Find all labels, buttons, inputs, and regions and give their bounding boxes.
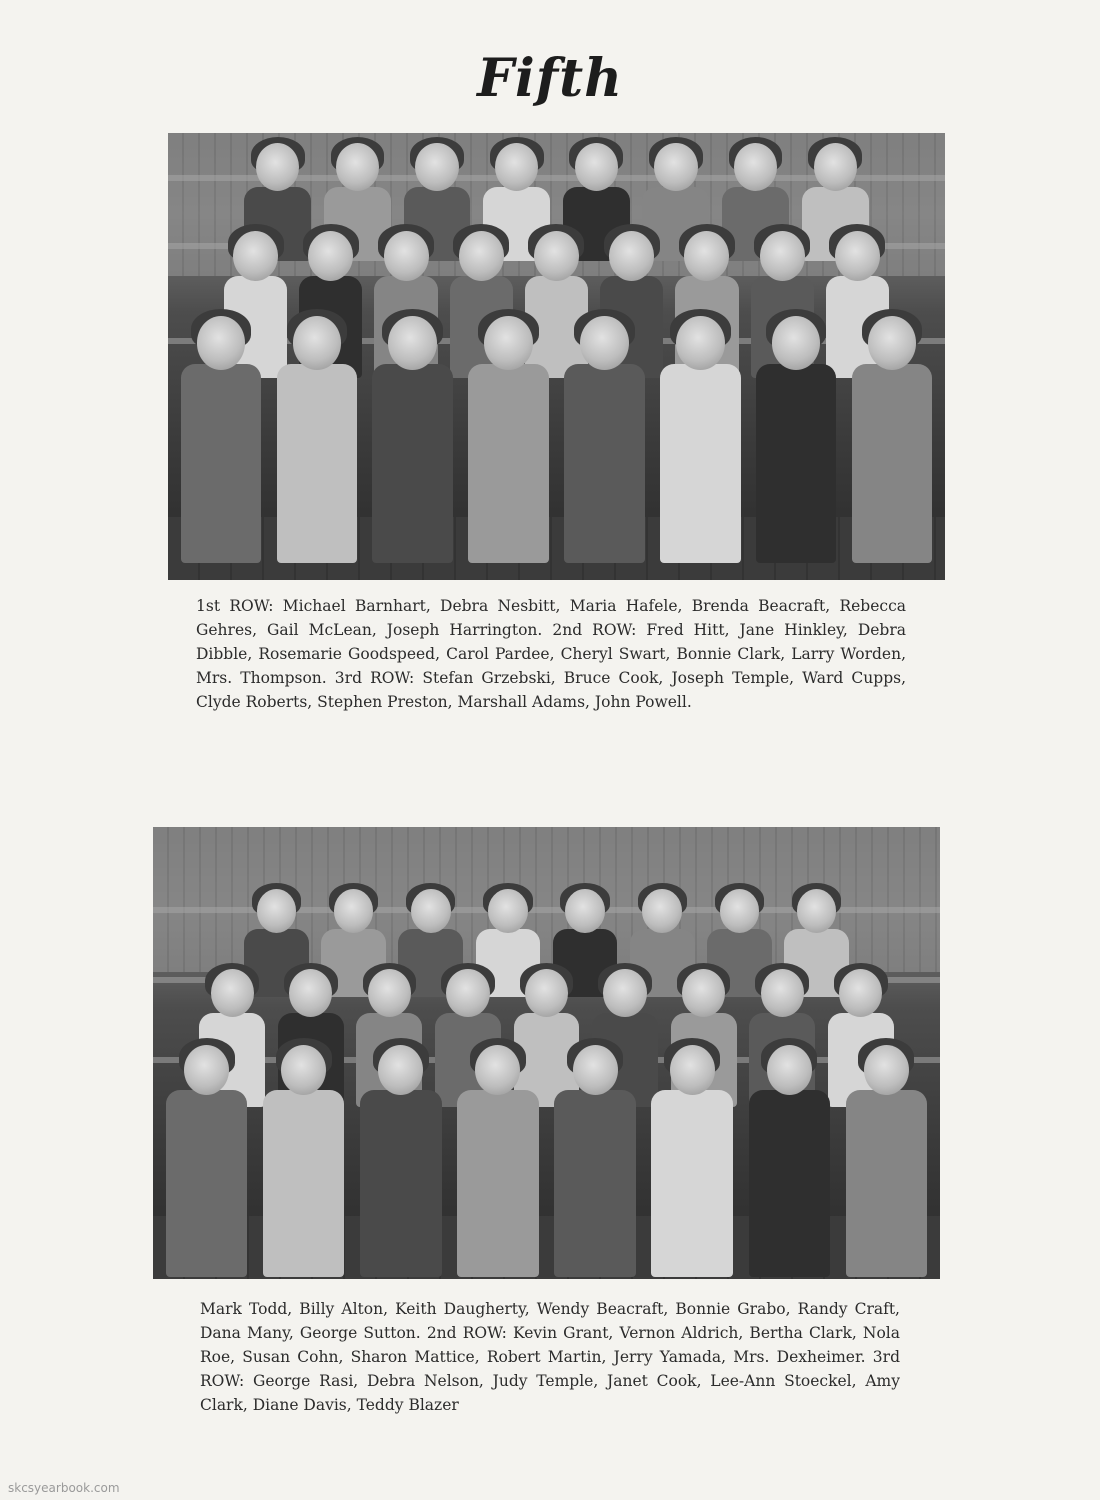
person-face	[565, 889, 605, 933]
watermark: skcsyearbook.com	[8, 1481, 120, 1495]
person-face	[864, 1045, 909, 1095]
person-face	[525, 969, 568, 1017]
person-clothing	[166, 1090, 248, 1278]
person-clothing	[277, 364, 358, 563]
person-face	[654, 143, 697, 191]
person-clothing	[852, 364, 933, 563]
pictured-person	[158, 1042, 255, 1277]
person-face	[580, 316, 629, 370]
person-face	[388, 316, 437, 370]
person-clothing	[660, 364, 741, 563]
person-face	[761, 969, 804, 1017]
person-clothing	[846, 1090, 928, 1278]
pictured-person	[352, 1042, 449, 1277]
person-face	[475, 1045, 520, 1095]
person-face	[839, 969, 882, 1017]
person-face	[411, 889, 451, 933]
pictured-person	[748, 313, 844, 563]
person-face	[484, 316, 533, 370]
person-face	[289, 969, 332, 1017]
person-face	[609, 231, 654, 281]
pictured-person	[461, 313, 557, 563]
pictured-person	[844, 313, 940, 563]
pictured-person	[255, 1042, 352, 1277]
person-face	[534, 231, 579, 281]
person-face	[293, 316, 342, 370]
person-face	[446, 969, 489, 1017]
caption-top: 1st ROW: Michael Barnhart, Debra Nesbitt, Maria Hafele, Brenda Beacraft, Rebecca Gehres, Gail McLean, Joseph Harrington. 2nd ROW: Fred Hitt, Jane Hinkley, Debra Dibble, Rosemarie Goodspeed, Carol Pardee, Cheryl Swart, Bonnie Clark, Larry Worden, Mrs. Thompson. 3rd ROW: Stefan Grzebski, Bruce Cook, Joseph Temple, Ward Cupps, Clyde Roberts, Stephen Preston, Marshall Adams, John Powell.	[196, 597, 906, 711]
person-clothing	[263, 1090, 345, 1278]
person-face	[767, 1045, 812, 1095]
pictured-person	[741, 1042, 838, 1277]
person-face	[197, 316, 246, 370]
person-face	[835, 231, 880, 281]
person-clothing	[468, 364, 549, 563]
person-face	[336, 143, 379, 191]
person-face	[670, 1045, 715, 1095]
person-face	[308, 231, 353, 281]
person-face	[495, 143, 538, 191]
pictured-person	[173, 313, 269, 563]
person-face	[772, 316, 821, 370]
pictured-person	[449, 1042, 546, 1277]
person-face	[814, 143, 857, 191]
pictured-person	[644, 1042, 741, 1277]
pictured-person	[652, 313, 748, 563]
person-clothing	[181, 364, 262, 563]
person-clothing	[749, 1090, 831, 1278]
caption-bottom: Mark Todd, Billy Alton, Keith Daugherty, Wendy Beacraft, Bonnie Grabo, Randy Craft, Dana Many, George Sutton. 2nd ROW: Kevin Grant, Vernon Aldrich, Bertha Clark, Nola Roe, Susan Cohn, Sharon Mattice, Robert Martin, Jerry Yamada, Mrs. Dexheimer. 3rd ROW: George Rasi, Debra Nelson, Judy Temple, Janet Cook, Lee-Ann Stoeckel, Amy Clark, Diane Davis, Teddy Blazer	[200, 1300, 900, 1414]
pictured-person	[838, 1042, 935, 1277]
person-face	[488, 889, 528, 933]
pictured-person	[557, 313, 653, 563]
person-clothing	[554, 1090, 636, 1278]
person-face	[868, 316, 917, 370]
class-photo-top	[168, 133, 945, 580]
person-face	[720, 889, 760, 933]
person-face	[257, 889, 297, 933]
person-clothing	[651, 1090, 733, 1278]
person-face	[573, 1045, 618, 1095]
pictured-person	[547, 1042, 644, 1277]
person-face	[684, 231, 729, 281]
person-face	[603, 969, 646, 1017]
person-face	[459, 231, 504, 281]
person-face	[682, 969, 725, 1017]
person-face	[384, 231, 429, 281]
person-clothing	[360, 1090, 442, 1278]
person-face	[642, 889, 682, 933]
person-face	[760, 231, 805, 281]
page-title: Fifth	[477, 48, 623, 109]
person-face	[334, 889, 374, 933]
person-face	[734, 143, 777, 191]
person-face	[797, 889, 837, 933]
person-clothing	[372, 364, 453, 563]
person-face	[378, 1045, 423, 1095]
person-face	[368, 969, 411, 1017]
person-face	[211, 969, 254, 1017]
person-clothing	[564, 364, 645, 563]
person-face	[233, 231, 278, 281]
person-face	[281, 1045, 326, 1095]
person-face	[256, 143, 299, 191]
person-face	[676, 316, 725, 370]
person-clothing	[756, 364, 837, 563]
class-photo-bottom	[153, 827, 940, 1279]
person-face	[415, 143, 458, 191]
person-face	[575, 143, 618, 191]
person-clothing	[457, 1090, 539, 1278]
person-face	[184, 1045, 229, 1095]
pictured-person	[269, 313, 365, 563]
pictured-person	[365, 313, 461, 563]
